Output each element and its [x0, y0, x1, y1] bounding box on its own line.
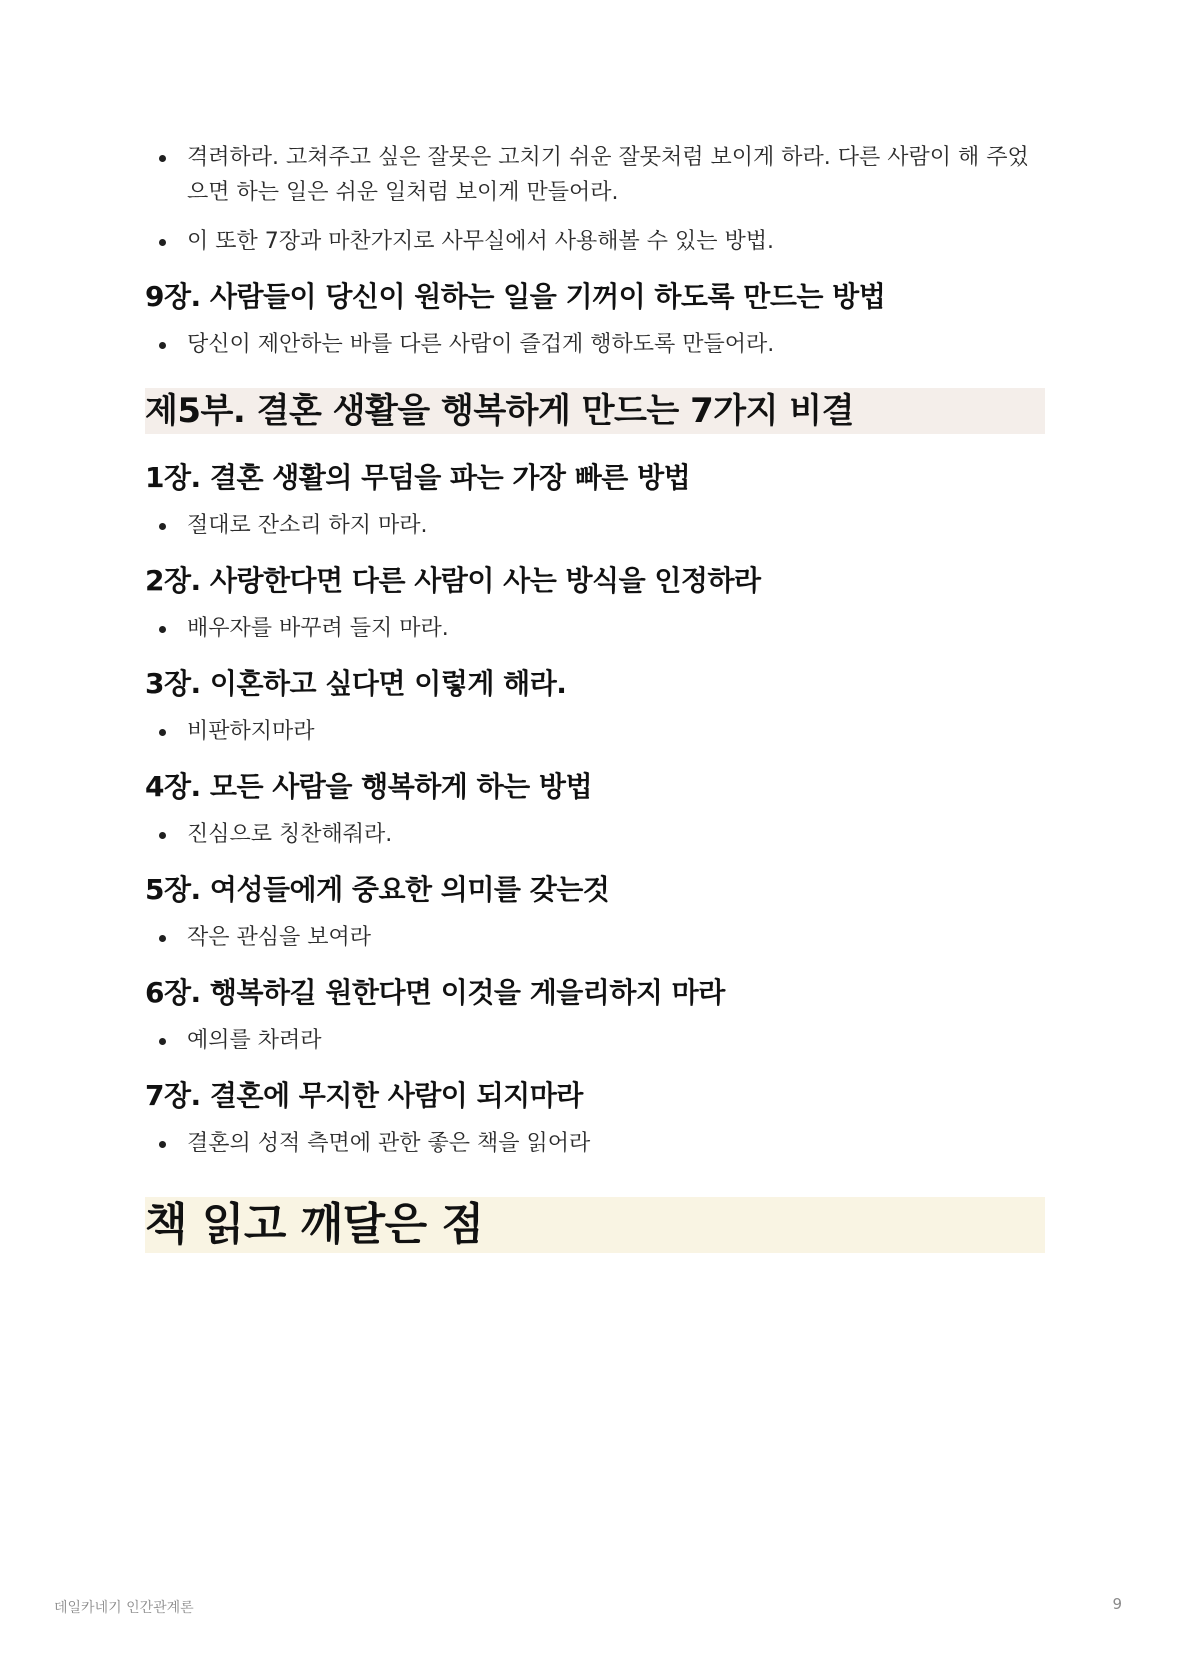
chapter-section [145, 973, 1045, 1058]
chapter-bullet-list [145, 327, 1045, 362]
chapter-section [145, 664, 1045, 749]
chapter-bullet-list [145, 1023, 1045, 1058]
chapter-9-section [145, 277, 1045, 362]
list-item: 당신이 제안하는 바를 다른 사람이 즐겁게 행하도록 만들어라. [145, 327, 1045, 362]
chapter-heading: 6장. 행복하길 원한다면 이것을 게을리하지 마라 [145, 976, 725, 1009]
chapter-heading: 1장. 결혼 생활의 무덤을 파는 가장 빠른 방법 [145, 461, 691, 494]
page-content [145, 140, 1045, 1253]
chapter-heading: 2장. 사랑한다면 다른 사람이 사는 방식을 인정하라 [145, 564, 761, 597]
reflection-section [145, 1197, 1045, 1253]
chapter-bullet-list [145, 920, 1045, 955]
list-item: 배우자를 바꾸려 들지 마라. [145, 611, 1045, 646]
part-5-section [145, 388, 1045, 434]
chapter-section [145, 458, 1045, 543]
list-item: 이 또한 7장과 마찬가지로 사무실에서 사용해볼 수 있는 방법. [145, 224, 1045, 259]
chapter-heading: 4장. 모든 사람을 행복하게 하는 방법 [145, 770, 593, 803]
list-item: 예의를 차려라 [145, 1023, 1045, 1058]
part-heading: 제5부. 결혼 생활을 행복하게 만드는 7가지 비결 [145, 388, 1045, 434]
footer-page-number: 9 [1112, 1595, 1122, 1613]
footer-document-title: 데일카네기 인간관계론 [54, 1600, 194, 1616]
top-bullet-list [145, 140, 1045, 259]
list-item: 격려하라. 고쳐주고 싶은 잘못은 고치기 쉬운 잘못처럼 보이게 하라. 다른 사람이 해 주었으면 하는 일은 쉬운 일처럼 보이게 만들어라. [145, 140, 1045, 210]
chapter-bullet-list [145, 817, 1045, 852]
reflection-heading: 책 읽고 깨달은 점 [145, 1197, 1045, 1253]
chapter-section [145, 870, 1045, 955]
list-item: 진심으로 칭찬해줘라. [145, 817, 1045, 852]
chapter-section [145, 767, 1045, 852]
list-item: 비판하지마라 [145, 714, 1045, 749]
chapter-bullet-list [145, 1126, 1045, 1161]
chapter-section [145, 561, 1045, 646]
chapter-bullet-list [145, 714, 1045, 749]
chapter-heading: 7장. 결혼에 무지한 사람이 되지마라 [145, 1079, 583, 1112]
chapter-heading: 5장. 여성들에게 중요한 의미를 갖는것 [145, 873, 610, 906]
list-item: 작은 관심을 보여라 [145, 920, 1045, 955]
list-item: 결혼의 성적 측면에 관한 좋은 책을 읽어라 [145, 1126, 1045, 1161]
chapter-heading: 3장. 이혼하고 싶다면 이렇게 해라. [145, 667, 567, 700]
chapter-bullet-list [145, 611, 1045, 646]
chapter-bullet-list [145, 508, 1045, 543]
list-item: 절대로 잔소리 하지 마라. [145, 508, 1045, 543]
chapter-heading: 9장. 사람들이 당신이 원하는 일을 기꺼이 하도록 만드는 방법 [145, 280, 886, 313]
chapter-section [145, 1076, 1045, 1161]
